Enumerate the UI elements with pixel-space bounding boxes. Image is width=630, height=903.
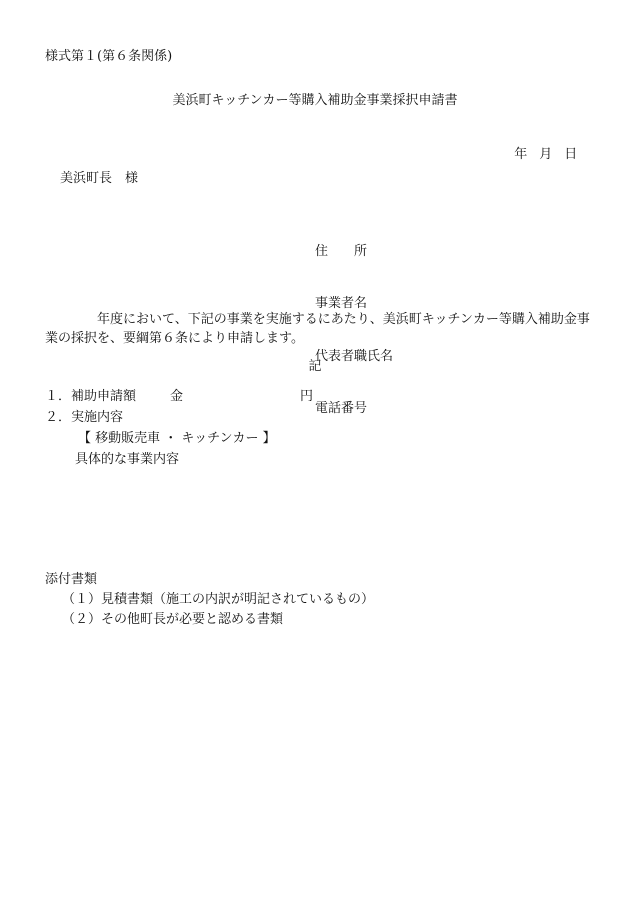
ki-heading: 記 [308,359,322,374]
item-implementation: ２．実施内容 [45,410,124,425]
business-detail-label: 具体的な事業内容 [75,452,180,467]
attachment-item: （２）その他町長が必要と認める書類 [62,612,284,627]
item-subsidy-amount: １．補助申請額 [45,389,137,404]
amount-suffix: 円 [300,389,314,404]
date-line [506,131,589,164]
address-label: 住 所 [315,243,368,259]
document-title: 美浜町キッチンカー等購入補助金事業採択申請書 [172,93,458,108]
date-day: 日 [564,147,578,163]
date-year: 年 [514,147,528,163]
application-body: 年度において、下記の事業を実施するにあたり、美浜町キッチンカー等購入補助金事業の採択を、要綱第６条により申請します。 [45,312,590,346]
date-month: 月 [539,147,553,163]
phone-label: 電話番号 [315,401,368,416]
amount-prefix: 金 [170,389,184,404]
form-number: 様式第１(第６条関係) [45,49,173,64]
business-name-label: 事業者名 [315,296,368,311]
vehicle-types: 【 移動販売車 ・ キッチンカー 】 [78,431,276,446]
representative-label: 代表者職氏名 [315,348,394,364]
attachments-heading: 添付書類 [45,572,98,587]
addressee: 美浜町長 様 [60,171,139,186]
attachment-item: （１）見積書類（施工の内訳が明記されているもの） [62,592,375,607]
